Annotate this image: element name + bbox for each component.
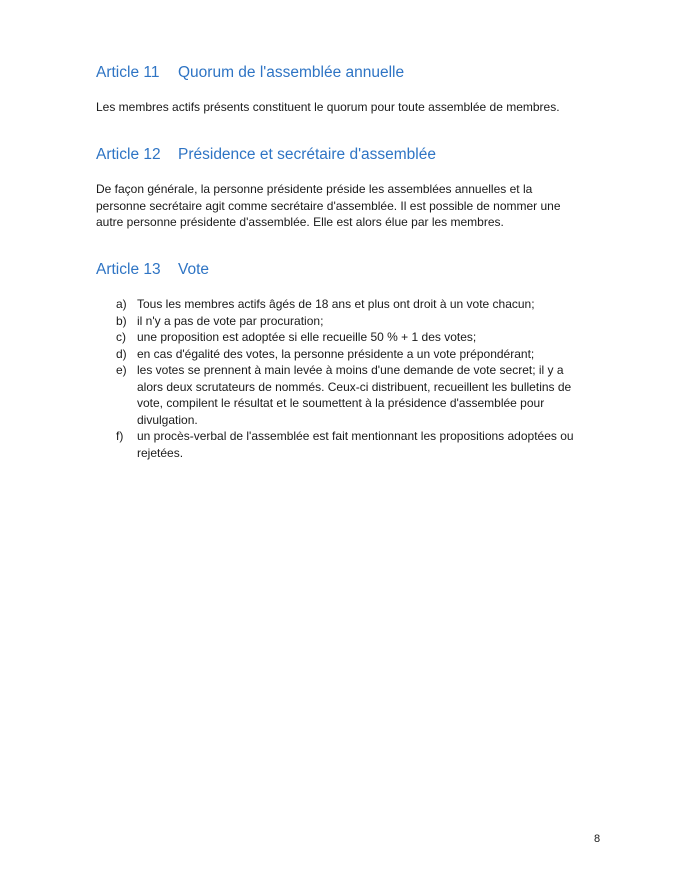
body-line: personne secrétaire agit comme secrétaire d'assemblée. Il est possible de nommer une: [96, 198, 561, 213]
list-item: [116, 313, 616, 330]
list-item-line: en cas d'égalité des votes, la personne présidente a un vote prépondérant;: [137, 346, 535, 361]
list-item: [116, 362, 616, 428]
article-12-title: Présidence et secrétaire d'assemblée: [178, 146, 436, 163]
body-line: Les membres actifs présents constituent le quorum pour toute assemblée de membres.: [96, 100, 560, 114]
list-item-letter: b): [116, 313, 127, 328]
list-item-letter: d): [116, 346, 127, 361]
list-item-line: rejetées.: [137, 445, 184, 460]
article-11-title: Quorum de l'assemblée annuelle: [178, 64, 405, 81]
article-12-body: [96, 181, 596, 231]
list-item-line: divulgation.: [137, 412, 198, 427]
list-item: [116, 329, 616, 346]
body-line: De façon générale, la personne présidente préside les assemblées annuelles et la: [96, 182, 533, 196]
article-11-body: [96, 99, 596, 116]
list-item-line: les votes se prennent à main levée à moins d'une demande de vote secret; il y a: [137, 363, 564, 377]
list-item-letter: a): [116, 297, 127, 311]
article-12-heading: [96, 146, 436, 164]
list-item-line: vote, compilent le résultat et le soumettent à la présidence d'assemblée pour: [137, 396, 545, 410]
list-item-line: une proposition est adoptée si elle recueille 50 % + 1 des votes;: [137, 330, 477, 344]
list-item: [116, 296, 616, 313]
list-item-line: un procès-verbal de l'assemblée est fait mentionnant les propositions adoptées ou: [137, 429, 574, 443]
body-line: autre personne présidente d'assemblée. Elle est alors élue par les membres.: [96, 215, 504, 229]
list-item-line: alors deux scrutateurs de nommés. Ceux-ci distribuent, recueillent les bulletins de: [137, 379, 572, 394]
article-12-number: Article 12: [96, 146, 161, 163]
list-item: [116, 428, 616, 461]
article-13-title: Vote: [178, 261, 210, 278]
list-item-line: il n'y a pas de vote par procuration;: [137, 313, 324, 328]
list-item-line: Tous les membres actifs âgés de 18 ans et plus ont droit à un vote chacun;: [137, 297, 535, 311]
page-number: 8: [594, 833, 601, 845]
article-13-heading: [96, 261, 209, 279]
list-item-letter: e): [116, 363, 127, 377]
article-11-number: Article 11: [96, 64, 160, 81]
vote-rules-list: [116, 296, 616, 461]
list-item-letter: f): [116, 429, 124, 443]
list-item: [116, 346, 616, 363]
article-11-heading: [96, 64, 404, 82]
list-item-letter: c): [116, 330, 126, 344]
article-13-number: Article 13: [96, 261, 161, 278]
